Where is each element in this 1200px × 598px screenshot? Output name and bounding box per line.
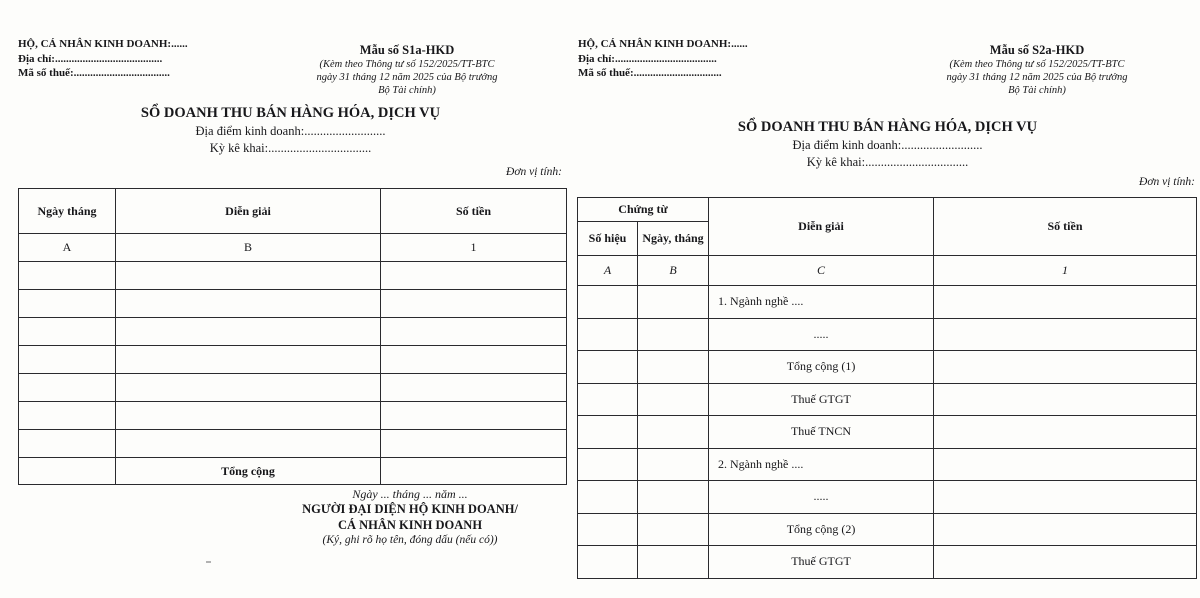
right-index-cell-a: A [578,256,638,286]
right-form-note-line3: Bộ Tài chính) [1008,85,1066,96]
table-row [19,318,567,346]
right-form-note-line2: ngày 31 tháng 12 năm 2025 của Bộ trưởng [946,72,1128,83]
empty-cell [638,318,709,351]
left-form-note-line3: Bộ Tài chính) [378,85,436,96]
table-row [578,416,1197,449]
empty-cell [381,374,567,402]
right-tax-code-label: Mã số thuế:................................ [578,67,722,79]
left-business-label: HỘ, CÁ NHÂN KINH DOANH:...... [18,38,188,50]
right-business-label: HỘ, CÁ NHÂN KINH DOANH:...... [578,38,748,50]
empty-cell [934,416,1197,449]
empty-cell [934,448,1197,481]
left-form-reference-block [248,43,566,97]
table-row [578,546,1197,579]
table-row [578,383,1197,416]
right-table-index-row [578,256,1197,286]
empty-cell [934,383,1197,416]
right-unit-label: Đơn vị tính: [1139,176,1195,188]
table-row [19,346,567,374]
empty-cell [381,402,567,430]
empty-cell [116,346,381,374]
right-table-group-header-row [578,198,1197,222]
left-period-line: Kỳ kê khai:................................. [209,141,372,155]
right-index-cell-b: B [638,256,709,286]
left-total-label: Tổng cộng [116,458,381,485]
left-col-header-date: Ngày tháng [19,189,116,234]
empty-cell [578,546,638,579]
right-index-cell-1: 1 [934,256,1197,286]
empty-cell [381,430,567,458]
left-form-note-line2: ngày 31 tháng 12 năm 2025 của Bộ trưởng [316,72,498,83]
empty-cell [19,262,116,290]
left-table-total-row [19,458,567,485]
description-cell: Thuế GTGT [709,383,934,416]
right-col-header-description: Diễn giải [709,198,934,256]
empty-cell [19,290,116,318]
left-form-note-line1: (Kèm theo Thông tư số 152/2025/TT-BTC [319,59,495,70]
left-signer-role-line1: NGƯỜI ĐẠI DIỆN HỘ KINH DOANH/ [302,502,518,516]
table-row [578,351,1197,384]
description-cell: ..... [709,318,934,351]
empty-cell [19,430,116,458]
empty-cell [116,318,381,346]
empty-cell [381,458,567,485]
table-row [19,402,567,430]
empty-cell [638,351,709,384]
description-cell: 2. Ngành nghề .... [709,448,934,481]
left-col-header-description: Diễn giải [116,189,381,234]
table-row [19,262,567,290]
table-row [578,286,1197,319]
table-row [578,318,1197,351]
empty-cell [578,481,638,514]
empty-cell [934,286,1197,319]
table-row [578,513,1197,546]
empty-cell [934,351,1197,384]
left-index-cell-a: A [19,234,116,262]
description-cell: Tổng cộng (1) [709,351,934,384]
left-location-line: Địa điểm kinh doanh:.......................... [195,124,386,138]
left-form-number: Mẫu số S1a-HKD [359,43,455,57]
right-col-header-voucher-number: Số hiệu [578,222,638,256]
left-business-info-block [18,37,188,81]
left-table-index-row [19,234,567,262]
left-address-label: Địa chỉ:....................................... [18,52,163,65]
empty-cell [638,416,709,449]
right-business-info-block [578,37,748,81]
description-cell: 1. Ngành nghề .... [709,286,934,319]
empty-cell [381,318,567,346]
left-index-cell-b: B [116,234,381,262]
left-document-title: SỔ DOANH THU BÁN HÀNG HÓA, DỊCH VỤ [140,105,441,121]
right-form-reference-block [878,43,1196,97]
empty-cell [638,286,709,319]
empty-cell [578,513,638,546]
left-table-header-row [19,189,567,234]
empty-cell [19,458,116,485]
scan-artifact-mark [206,561,211,563]
empty-cell [638,513,709,546]
empty-cell [638,481,709,514]
right-form-number: Mẫu số S2a-HKD [989,43,1085,57]
left-signature-block [245,487,575,548]
table-row [578,481,1197,514]
empty-cell [116,262,381,290]
empty-cell [934,546,1197,579]
empty-cell [381,346,567,374]
left-signature-date-line: Ngày ... tháng ... năm ... [352,487,468,501]
empty-cell [19,374,116,402]
left-unit-label: Đơn vị tính: [506,166,562,178]
right-revenue-table [577,197,1197,579]
right-period-line: Kỳ kê khai:................................. [806,155,969,169]
left-col-header-amount: Số tiền [381,189,567,234]
table-row [19,290,567,318]
empty-cell [934,513,1197,546]
empty-cell [578,351,638,384]
empty-cell [578,383,638,416]
right-address-label: Địa chỉ:..................................... [578,52,717,65]
empty-cell [934,318,1197,351]
empty-cell [578,448,638,481]
left-signature-note: (Ký, ghi rõ họ tên, đóng dấu (nếu có)) [322,534,498,546]
right-document-title: SỔ DOANH THU BÁN HÀNG HÓA, DỊCH VỤ [737,119,1038,135]
empty-cell [578,416,638,449]
right-col-header-voucher: Chứng từ [578,198,709,222]
empty-cell [116,290,381,318]
table-row [19,374,567,402]
description-cell: Thuế TNCN [709,416,934,449]
empty-cell [19,402,116,430]
right-index-cell-c: C [709,256,934,286]
empty-cell [578,318,638,351]
right-col-header-voucher-date: Ngày, tháng [638,222,709,256]
empty-cell [19,346,116,374]
description-cell: Thuế GTGT [709,546,934,579]
right-form-note-line1: (Kèm theo Thông tư số 152/2025/TT-BTC [949,59,1125,70]
empty-cell [116,374,381,402]
description-cell: ..... [709,481,934,514]
description-cell: Tổng cộng (2) [709,513,934,546]
empty-cell [19,318,116,346]
empty-cell [638,448,709,481]
empty-cell [116,402,381,430]
right-col-header-amount: Số tiền [934,198,1197,256]
empty-cell [381,290,567,318]
left-tax-code-label: Mã số thuế:................................... [18,67,170,79]
empty-cell [578,286,638,319]
empty-cell [116,430,381,458]
right-location-line: Địa điểm kinh doanh:.......................... [792,138,983,152]
left-revenue-table [18,188,567,485]
empty-cell [381,262,567,290]
table-row [19,430,567,458]
empty-cell [934,481,1197,514]
left-index-cell-1: 1 [381,234,567,262]
empty-cell [638,546,709,579]
table-row [578,448,1197,481]
left-signer-role-line2: CÁ NHÂN KINH DOANH [337,517,483,532]
empty-cell [638,383,709,416]
